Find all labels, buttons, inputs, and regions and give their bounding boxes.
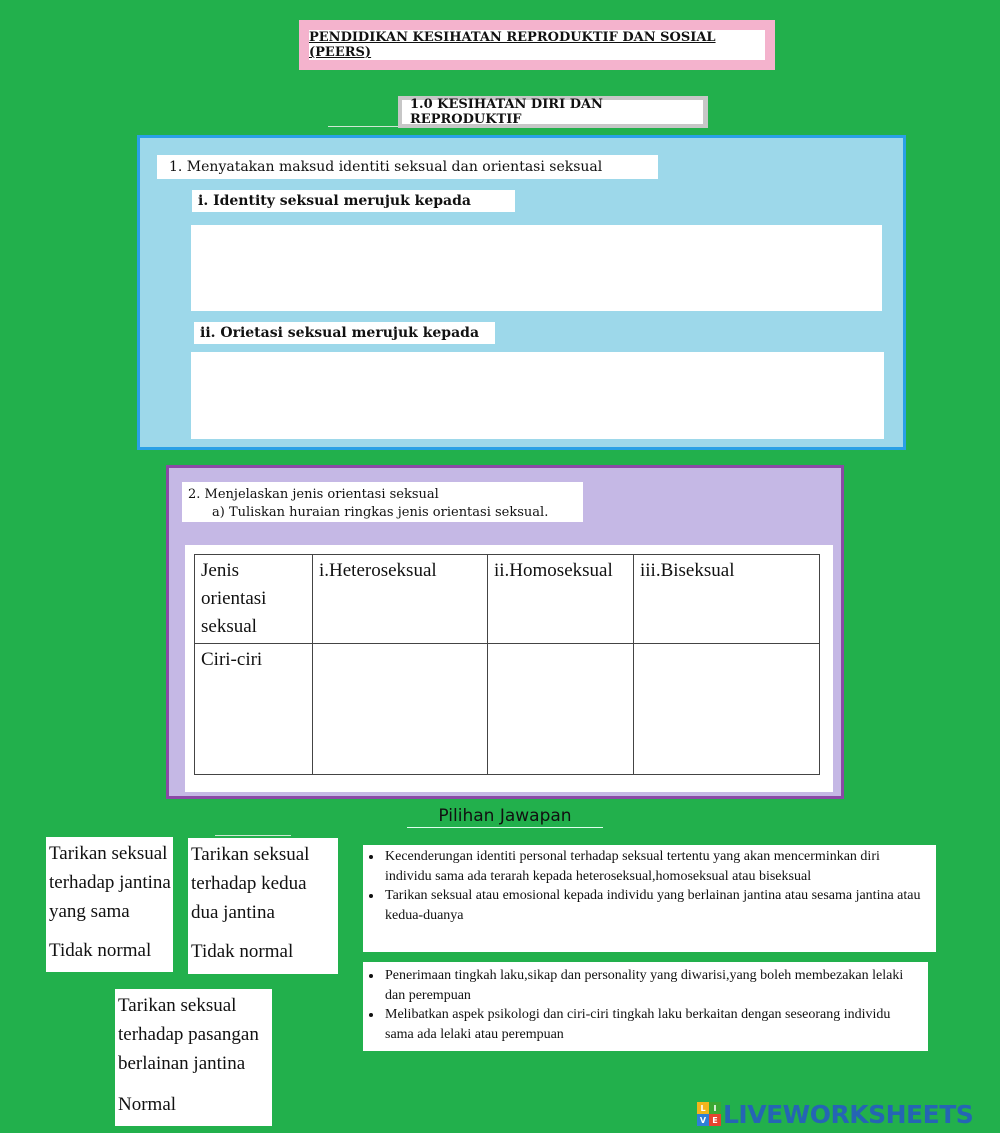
answer-card-status: Tidak normal [191,941,294,962]
logo-letter: E [709,1114,721,1126]
question1-part-ii-label: ii. Orietasi seksual merujuk kepada [194,322,495,344]
identity-answer-dropzone[interactable] [191,225,882,311]
answer-card-text: Tarikan seksual terhadap pasangan berlainan jantina [118,995,259,1074]
table-row [195,644,820,775]
heteroseksual-answer-dropzone[interactable] [313,644,488,775]
question1-part-i-label: i. Identity seksual merujuk kepada [192,190,515,212]
question2-label [182,482,583,522]
orientation-answer-dropzone[interactable] [191,352,884,439]
logo-mark-icon [697,1102,721,1126]
list-item: • Melibatkan aspek psikologi dan ciri-ciri tingkah laku berkaitan dengan seseorang individu sama ada lelaki atau perempuan [383,1005,920,1044]
orientation-table [194,554,820,775]
divider [328,126,403,127]
list-item: • Penerimaan tingkah laku,sikap dan personality yang diwarisi,yang boleh membezakan lelaki dan perempuan [383,966,920,1005]
page-title: PENDIDIKAN KESIHATAN REPRODUKTIF DAN SOSIAL (PEERS) [309,30,765,60]
answer-card-both-sexes[interactable] [188,838,338,974]
question2-subtitle: a) Tuliskan huraian ringkas jenis orientasi seksual. [212,505,549,520]
section-frame [398,96,708,128]
logo-letter: V [697,1114,709,1126]
question2-panel [166,465,844,799]
question1-panel [137,135,906,450]
divider [215,835,291,836]
table-header-cell: ii.Homoseksual [488,555,634,644]
title-frame [299,20,775,70]
answer-card-identity-definition[interactable] [363,962,928,1051]
answer-card-text: Tarikan seksual terhadap jantina yang sama [49,843,171,922]
homoseksual-answer-dropzone[interactable] [488,644,634,775]
table-header-cell: i.Heteroseksual [313,555,488,644]
answer-card-text: Tarikan seksual terhadap kedua dua jantina [191,844,310,923]
table-header-cell: Jenis orientasi seksual [195,555,313,644]
list-item: • Kecenderungan identiti personal terhadap seksual tertentu yang akan mencerminkan diri individu sama ada terarah kepada heteroseksual,homoseksual atau biseksual [383,847,928,886]
table-row-label: Ciri-ciri [195,644,313,775]
orientation-table-frame [185,545,833,792]
section-heading: 1.0 KESIHATAN DIRI DAN REPRODUKTIF [402,100,703,124]
logo-text: LIVEWORKSHEETS [723,1099,974,1129]
answer-card-status: Normal [118,1094,177,1115]
answer-card-same-sex[interactable] [46,837,173,972]
answer-card-orientation-definition[interactable] [363,845,936,952]
liveworksheets-logo[interactable] [697,1097,997,1131]
logo-letter: I [709,1102,721,1114]
table-header-cell: iii.Biseksual [634,555,820,644]
question2-title: 2. Menjelaskan jenis orientasi seksual [188,487,439,502]
divider [407,827,603,828]
answer-card-opposite-sex[interactable] [115,989,272,1126]
choices-title: Pilihan Jawapan [438,806,572,826]
logo-letter: L [697,1102,709,1114]
question1-label: 1. Menyatakan maksud identiti seksual dan orientasi seksual [157,155,658,179]
biseksual-answer-dropzone[interactable] [634,644,820,775]
answer-card-status: Tidak normal [49,940,152,961]
list-item: • Tarikan seksual atau emosional kepada individu yang berlainan jantina atau sesama jantina atau kedua-duanya [383,886,928,925]
table-header-row [195,555,820,644]
